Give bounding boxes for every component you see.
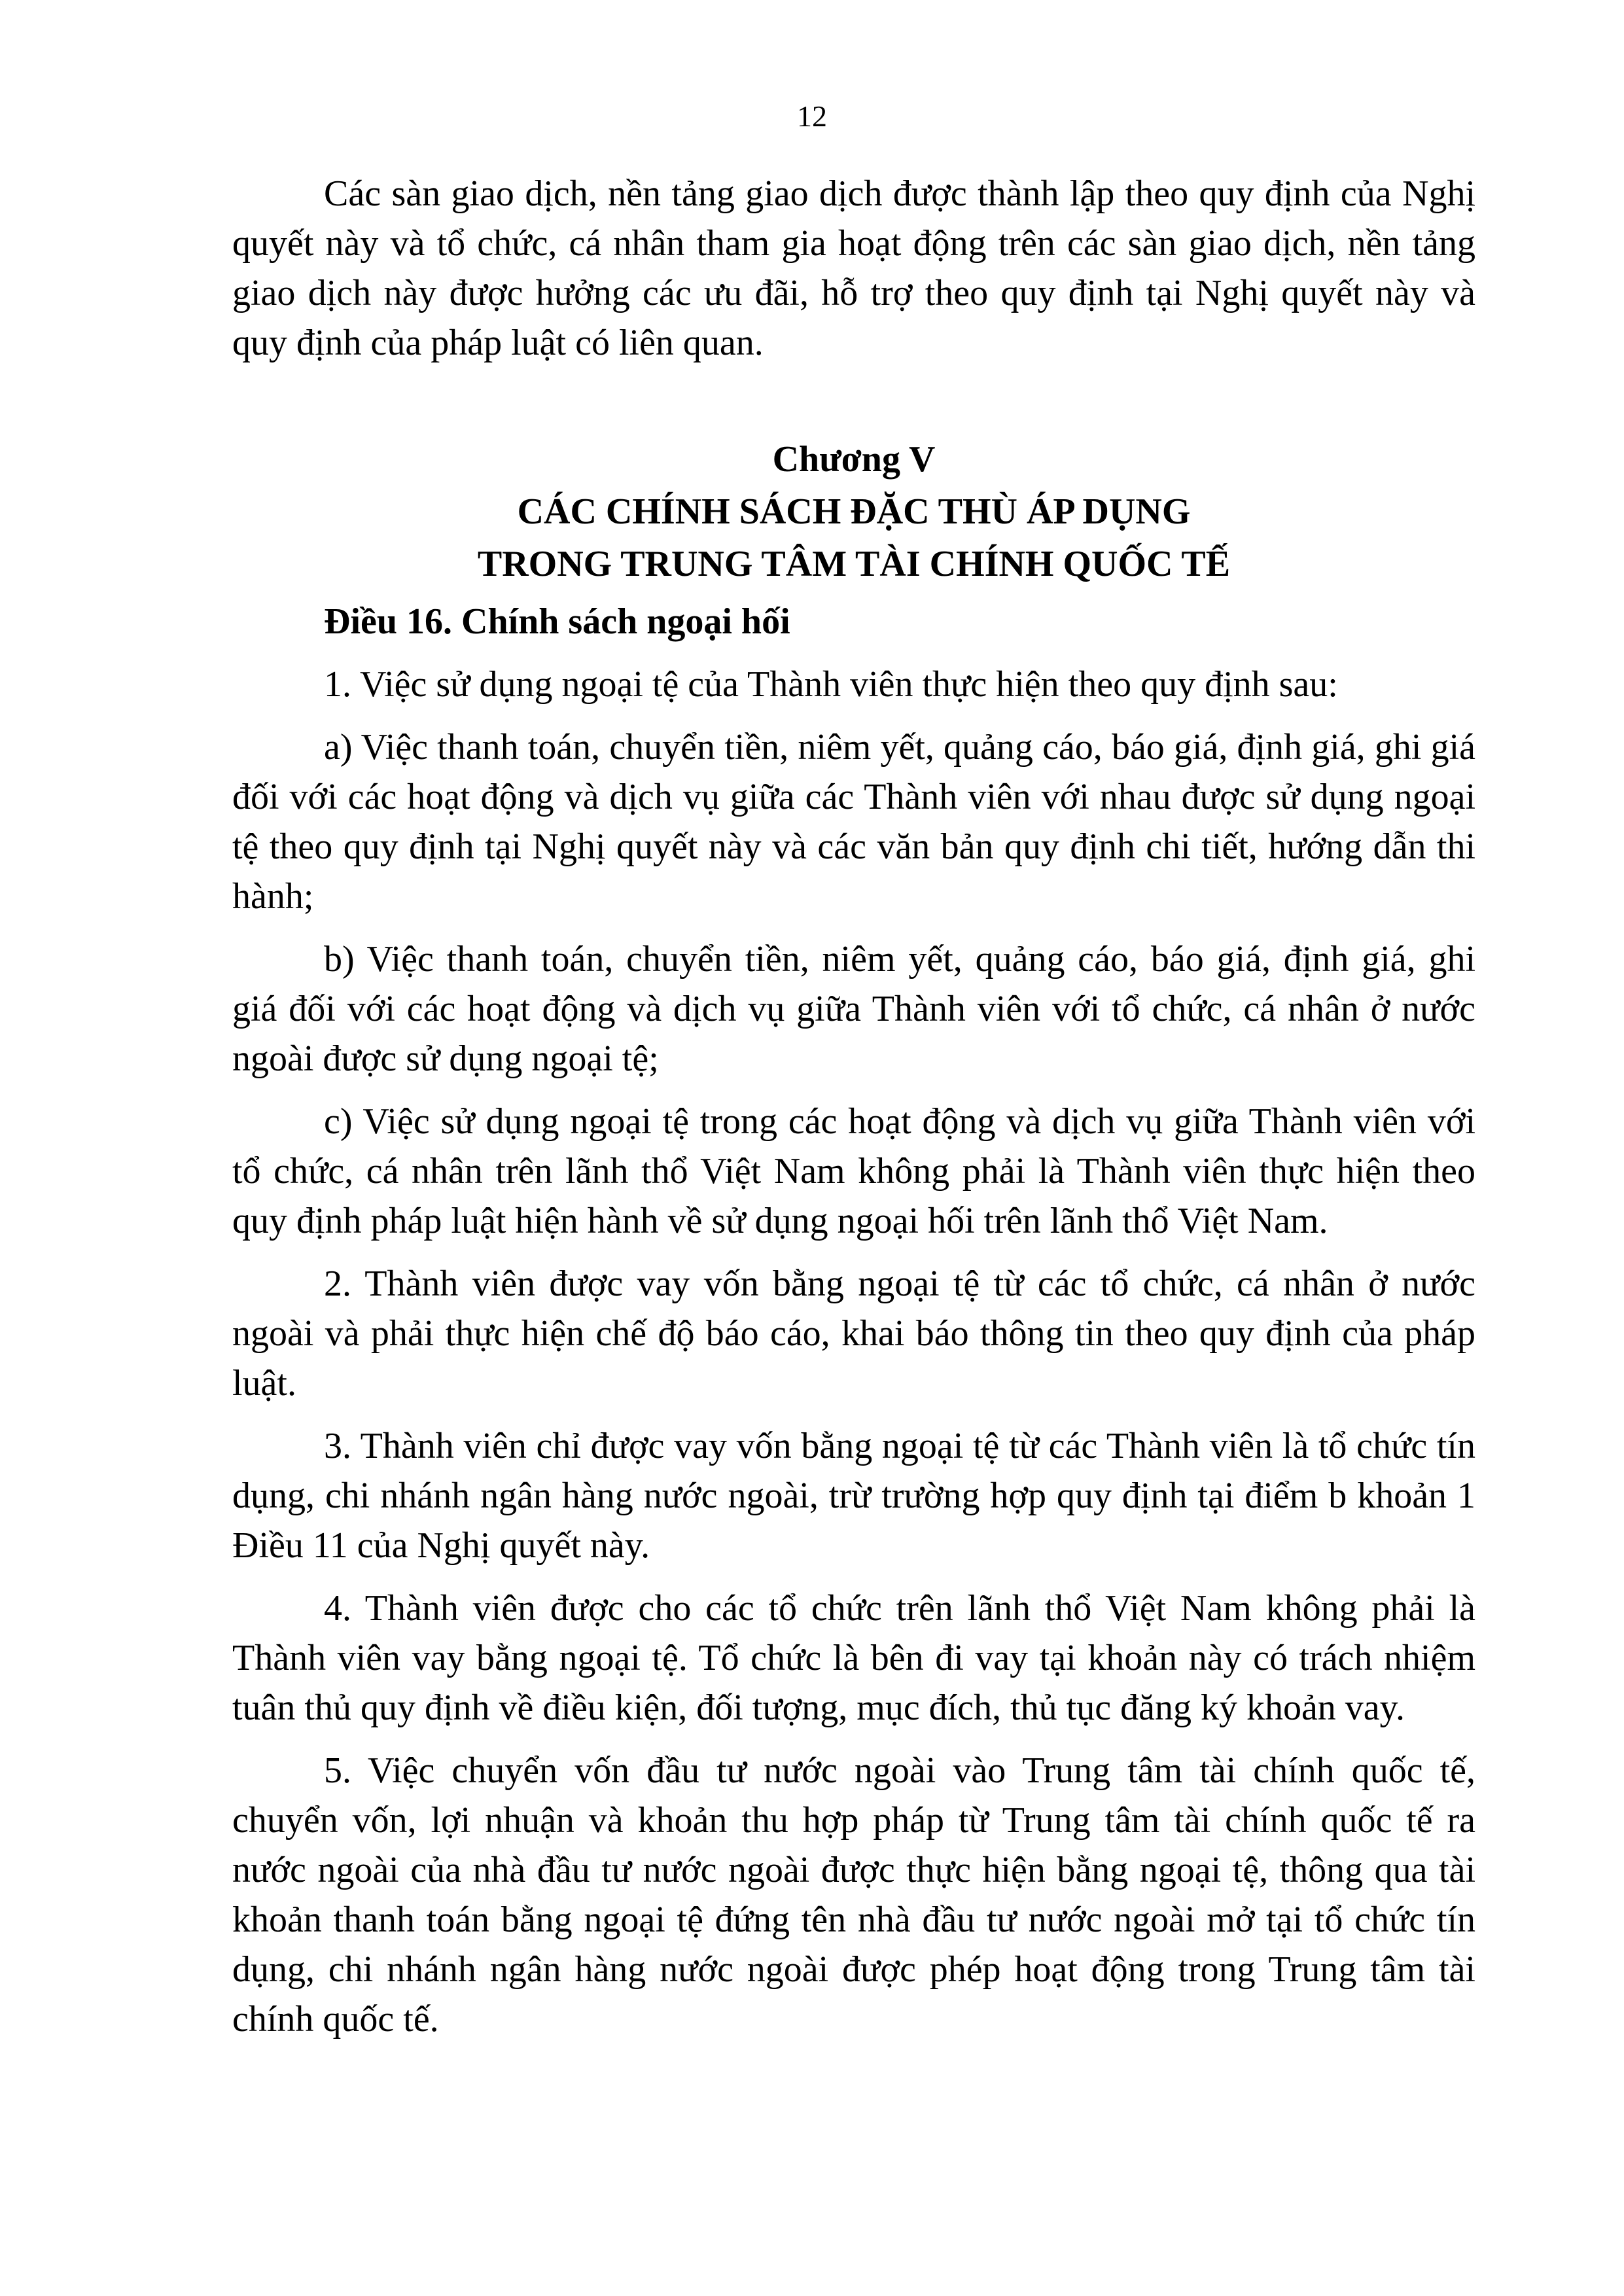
chapter-title-line-1: CÁC CHÍNH SÁCH ĐẶC THÙ ÁP DỤNG [517, 491, 1191, 532]
document-body [232, 169, 1475, 2044]
article-title: Điều 16. Chính sách ngoại hối [324, 601, 790, 642]
article-paragraph: b) Việc thanh toán, chuyển tiền, niêm yết, quảng cáo, báo giá, định giá, ghi giá đối với các hoạt động và dịch vụ giữa Thành viên với tổ chức, cá nhân ở nước ngoài được sử dụng ngoại tệ; [232, 939, 1475, 1079]
chapter-title-line-2: TRONG TRUNG TÂM TÀI CHÍNH QUỐC TẾ [477, 544, 1231, 584]
article-paragraph: 4. Thành viên được cho các tổ chức trên lãnh thổ Việt Nam không phải là Thành viên vay bằng ngoại tệ. Tổ chức là bên đi vay tại khoản này có trách nhiệm tuân thủ quy định về điều kiện, đối tượng, mục đích, thủ tục đăng ký khoản vay. [232, 1588, 1475, 1728]
article-paragraph: 2. Thành viên được vay vốn bằng ngoại tệ từ các tổ chức, cá nhân ở nước ngoài và phải thực hiện chế độ báo cáo, khai báo thông tin theo quy định của pháp luật. [232, 1263, 1475, 1404]
intro-paragraph: Các sàn giao dịch, nền tảng giao dịch được thành lập theo quy định của Nghị quyết này và tổ chức, cá nhân tham gia hoạt động trên các sàn giao dịch, nền tảng giao dịch này được hưởng các ưu đãi, hỗ trợ theo quy định tại Nghị quyết này và quy định của pháp luật có liên quan. [232, 173, 1475, 363]
chapter-heading [232, 433, 1475, 590]
chapter-label: Chương V [772, 439, 936, 480]
article-paragraph: c) Việc sử dụng ngoại tệ trong các hoạt động và dịch vụ giữa Thành viên với tổ chức, cá nhân trên lãnh thổ Việt Nam không phải là Thành viên thực hiện theo quy định pháp luật hiện hành về sử dụng ngoại hối trên lãnh thổ Việt Nam. [232, 1101, 1475, 1241]
article-paragraph: a) Việc thanh toán, chuyển tiền, niêm yết, quảng cáo, báo giá, định giá, ghi giá đối với các hoạt động và dịch vụ giữa các Thành viên với nhau được sử dụng ngoại tệ theo quy định tại Nghị quyết này và các văn bản quy định chi tiết, hướng dẫn thi hành; [232, 727, 1475, 917]
article-paragraph: 5. Việc chuyển vốn đầu tư nước ngoài vào Trung tâm tài chính quốc tế, chuyển vốn, lợi nhuận và khoản thu hợp pháp từ Trung tâm tài chính quốc tế ra nước ngoài của nhà đầu tư nước ngoài được thực hiện bằng ngoại tệ, thông qua tài khoản thanh toán bằng ngoại tệ đứng tên nhà đầu tư nước ngoài mở tại tổ chức tín dụng, chi nhánh ngân hàng nước ngoài được phép hoạt động trong Trung tâm tài chính quốc tế. [232, 1750, 1475, 2040]
article-paragraph: 1. Việc sử dụng ngoại tệ của Thành viên thực hiện theo quy định sau: [324, 664, 1338, 705]
page-number: 12 [797, 99, 827, 133]
article-paragraph: 3. Thành viên chỉ được vay vốn bằng ngoại tệ từ các Thành viên là tổ chức tín dụng, chi nhánh ngân hàng nước ngoài, trừ trường hợp quy định tại điểm b khoản 1 Điều 11 của Nghị quyết này. [232, 1426, 1475, 1566]
